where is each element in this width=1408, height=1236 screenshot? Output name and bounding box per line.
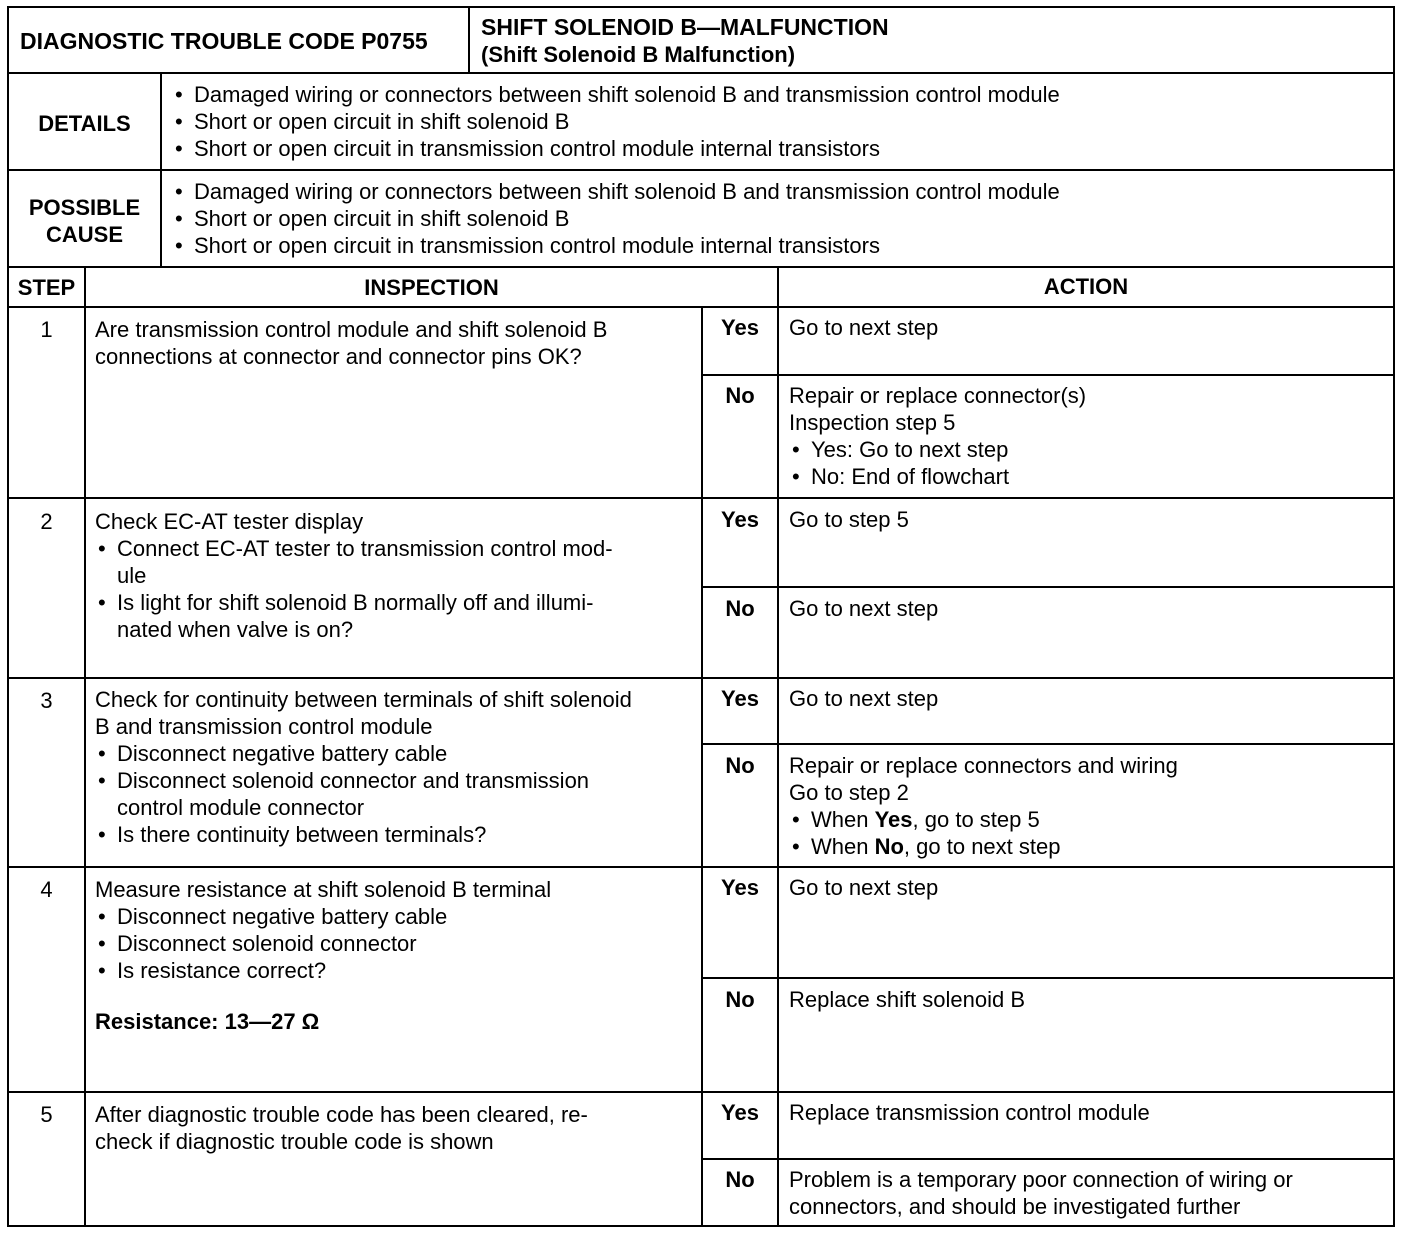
yes-label: Yes	[721, 875, 759, 900]
list-item: • Damaged wiring or connectors between shift solenoid B and transmission control module	[172, 178, 1060, 205]
rule	[777, 266, 779, 1227]
inspection-line: Check EC-AT tester display	[95, 509, 364, 534]
no-action	[789, 382, 1086, 490]
list-item: • No: End of flowchart	[789, 463, 1086, 490]
rule	[160, 72, 162, 267]
list-item-line: • Disconnect solenoid connector and transmission	[117, 768, 590, 793]
list-item	[95, 821, 632, 848]
list-item-text: , go to step 5	[912, 807, 1040, 832]
inspection-line: B and transmission control module	[95, 714, 433, 739]
inspection-line: connections at connector and connector pins OK?	[95, 344, 582, 369]
list-item	[95, 535, 613, 589]
rule	[7, 169, 1395, 171]
rule	[7, 6, 1395, 8]
step-number: 4	[40, 877, 53, 902]
inspection-line: Measure resistance at shift solenoid B terminal	[95, 877, 552, 902]
rule	[7, 6, 9, 1227]
list-item	[95, 740, 632, 767]
action-line: connectors, and should be investigated further	[789, 1194, 1241, 1219]
rule	[1393, 6, 1395, 1227]
list-item: • Short or open circuit in transmission control module internal transistors	[172, 232, 1060, 259]
inspection-line: Are transmission control module and shift solenoid B	[95, 317, 608, 342]
list-item	[95, 903, 551, 930]
step-number: 3	[40, 688, 53, 713]
list-item-line: • Is there continuity between terminals?	[117, 822, 487, 847]
inspection-line: check if diagnostic trouble code is shown	[95, 1129, 494, 1154]
list-item-emphasis: Yes	[874, 807, 913, 832]
step-number: 5	[40, 1102, 53, 1127]
yes-label: Yes	[721, 1100, 759, 1125]
step-number: 1	[40, 317, 53, 342]
list-item	[95, 589, 613, 643]
action-line: Repair or replace connectors and wiring	[789, 753, 1178, 778]
list-item-line: • Disconnect solenoid connector	[117, 931, 417, 956]
yes-action: Go to step 5	[789, 507, 909, 532]
yes-action: Replace transmission control module	[789, 1100, 1150, 1125]
dtc-label: DIAGNOSTIC TROUBLE CODE P0755	[20, 28, 428, 54]
list-item-line: • Connect EC-AT tester to transmission control mod-	[117, 536, 613, 561]
rule	[701, 1158, 1395, 1160]
list-item: • Short or open circuit in shift solenoid B	[172, 205, 1060, 232]
list-item-emphasis: No	[874, 834, 904, 859]
resistance-spec: Resistance: 13—27 Ω	[95, 1009, 320, 1034]
yes-action: Go to next step	[789, 875, 939, 900]
column-header-step: STEP	[17, 275, 76, 300]
rule	[468, 6, 470, 73]
no-action: Go to next step	[789, 596, 939, 621]
details-label: DETAILS	[38, 111, 131, 136]
no-label: No	[725, 1167, 755, 1192]
no-label: No	[725, 596, 755, 621]
list-item-line: • Disconnect negative battery cable	[117, 741, 448, 766]
details-list	[172, 81, 1060, 162]
yes-action: Go to next step	[789, 315, 939, 340]
yes-label: Yes	[721, 315, 759, 340]
list-item	[95, 930, 551, 957]
no-action	[789, 1166, 1293, 1220]
dtc-subtitle: (Shift Solenoid B Malfunction)	[481, 42, 796, 67]
action-line: Repair or replace connector(s)	[789, 383, 1087, 408]
list-item-line: • Is light for shift solenoid B normally off and illumi-	[117, 590, 594, 615]
possible-cause-label: POSSIBLE	[28, 195, 141, 220]
rule	[701, 586, 1395, 588]
step-inspection	[95, 508, 613, 643]
yes-label: Yes	[721, 686, 759, 711]
list-item: • Short or open circuit in shift solenoid B	[172, 108, 1060, 135]
action-line: Problem is a temporary poor connection of wiring or	[789, 1167, 1293, 1192]
list-item-text: When	[811, 807, 875, 832]
step-inspection	[95, 316, 607, 370]
no-label: No	[725, 383, 755, 408]
list-item	[95, 957, 551, 984]
rule	[701, 977, 1395, 979]
column-header-inspection: INSPECTION	[364, 275, 499, 300]
no-action: Replace shift solenoid B	[789, 987, 1026, 1012]
list-item: • Damaged wiring or connectors between shift solenoid B and transmission control module	[172, 81, 1060, 108]
list-item	[95, 767, 632, 821]
possible-cause-label: CAUSE	[45, 222, 123, 247]
list-item-line: ule	[117, 563, 147, 588]
rule	[701, 743, 1395, 745]
dtc-title: SHIFT SOLENOID B—MALFUNCTION	[481, 14, 889, 40]
rule	[7, 72, 1395, 74]
list-item-text: When	[811, 834, 875, 859]
no-action	[789, 752, 1178, 860]
list-item: • Short or open circuit in transmission control module internal transistors	[172, 135, 1060, 162]
step-number: 2	[40, 509, 53, 534]
step-inspection	[95, 1101, 588, 1155]
rule	[701, 374, 1395, 376]
inspection-line: After diagnostic trouble code has been cleared, re-	[95, 1102, 588, 1127]
list-item	[789, 806, 1178, 833]
list-item-line: • Is resistance correct?	[117, 958, 327, 983]
inspection-line: Check for continuity between terminals of shift solenoid	[95, 687, 632, 712]
list-item-line: • Disconnect negative battery cable	[117, 904, 448, 929]
list-item-line: control module connector	[117, 795, 365, 820]
list-item	[789, 833, 1178, 860]
yes-action: Go to next step	[789, 686, 939, 711]
rule	[84, 266, 86, 1227]
no-label: No	[725, 753, 755, 778]
rule	[7, 266, 1395, 268]
action-line: Inspection step 5	[789, 410, 956, 435]
step-inspection	[95, 686, 632, 848]
column-header-action: ACTION	[1043, 274, 1129, 299]
list-item-line: nated when valve is on?	[117, 617, 354, 642]
yes-label: Yes	[721, 507, 759, 532]
action-line: Go to step 2	[789, 780, 909, 805]
no-label: No	[725, 987, 755, 1012]
list-item-text: , go to next step	[903, 834, 1061, 859]
possible-cause-list	[172, 178, 1060, 259]
list-item: • Yes: Go to next step	[789, 436, 1086, 463]
step-inspection	[95, 876, 551, 1035]
